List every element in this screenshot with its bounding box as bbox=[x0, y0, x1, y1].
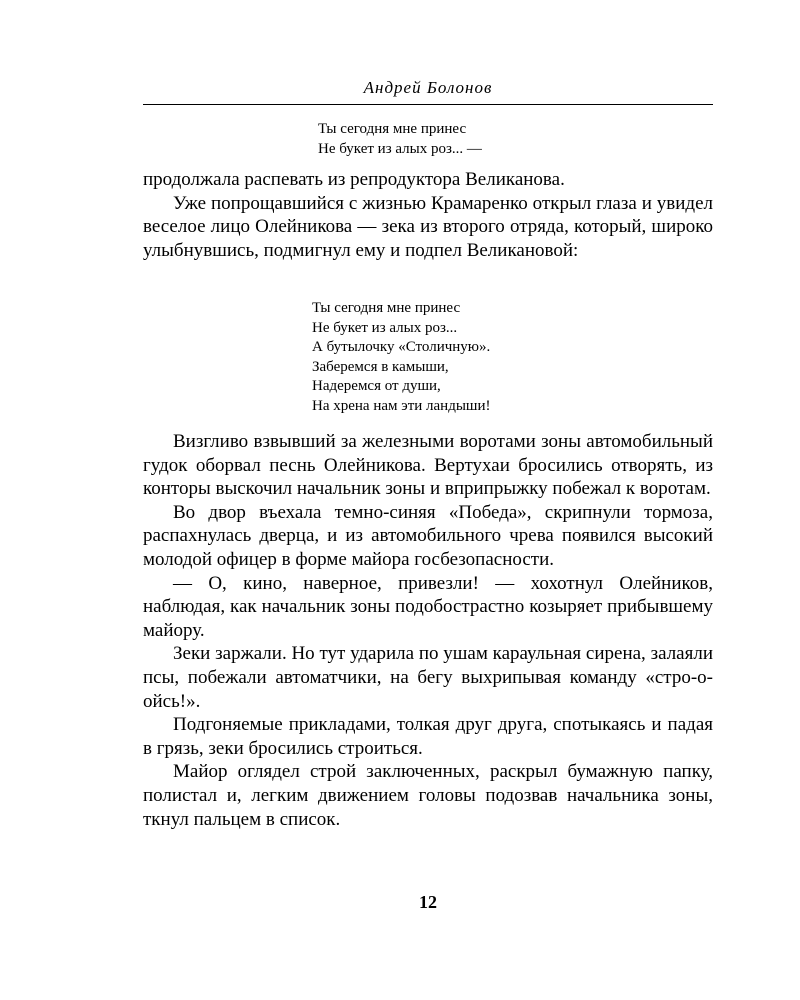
verse-line: На хрена нам эти ландыши! bbox=[312, 397, 491, 414]
prose-block-a bbox=[143, 168, 713, 262]
running-head-author: Андрей Болонов bbox=[363, 78, 493, 97]
verse-top bbox=[318, 120, 482, 159]
paragraph: Уже попрощавшийся с жизнью Крамаренко открыл глаза и увидел веселое лицо Олейникова — зека из второго отряда, который, широко улыбнувшись, подмигнул ему и подпел Великановой: bbox=[143, 192, 713, 261]
verse-line: Заберемся в камыши, bbox=[312, 358, 449, 375]
header-rule bbox=[143, 104, 713, 105]
verse-line: Не букет из алых роз... bbox=[312, 319, 458, 336]
verse-line: Ты сегодня мне принес bbox=[318, 121, 467, 137]
verse-mid bbox=[312, 299, 490, 416]
verse-line: Не букет из алых роз... — bbox=[318, 140, 482, 157]
paragraph: Майор оглядел строй заключенных, раскрыл бумажную папку, полистал и, легким движением головы подозвав начальника зоны, ткнул пальцем в список. bbox=[143, 761, 713, 830]
verse-line: Надеремся от души, bbox=[312, 378, 441, 394]
prose-block-b bbox=[143, 430, 713, 831]
paragraph: Во двор въехала темно-синяя «Победа», скрипнули тормоза, распахнулась дверца, и из автомобильного чрева появился высокий молодой офицер в форме майора госбезопасности. bbox=[143, 501, 713, 570]
paragraph: Зеки заржали. Но тут ударила по ушам караульная сирена, залаяли псы, побежали автоматчики, на бегу выхрипывая команду «стро-о-ойсь!». bbox=[143, 643, 713, 712]
verse-line: Ты сегодня мне принес bbox=[312, 300, 461, 316]
paragraph: продолжала распевать из репродуктора Великанова. bbox=[143, 169, 565, 190]
verse-line: А бутылочку «Столичную». bbox=[312, 339, 491, 355]
paragraph: Подгоняемые прикладами, толкая друг друга, спотыкаясь и падая в грязь, зеки бросились строиться. bbox=[143, 714, 713, 759]
paragraph: — О, кино, наверное, привезли! — хохотнул Олейников, наблюдая, как начальник зоны подобострастно козыряет прибывшему майору. bbox=[143, 572, 713, 641]
paragraph: Визгливо взвывший за железными воротами зоны автомобильный гудок оборвал песнь Олейникова. Вертухаи бросились отворять, из конторы выскочил начальник зоны и вприпрыжку побежал к воротам. bbox=[143, 431, 713, 500]
page-number: 12 bbox=[419, 892, 437, 912]
